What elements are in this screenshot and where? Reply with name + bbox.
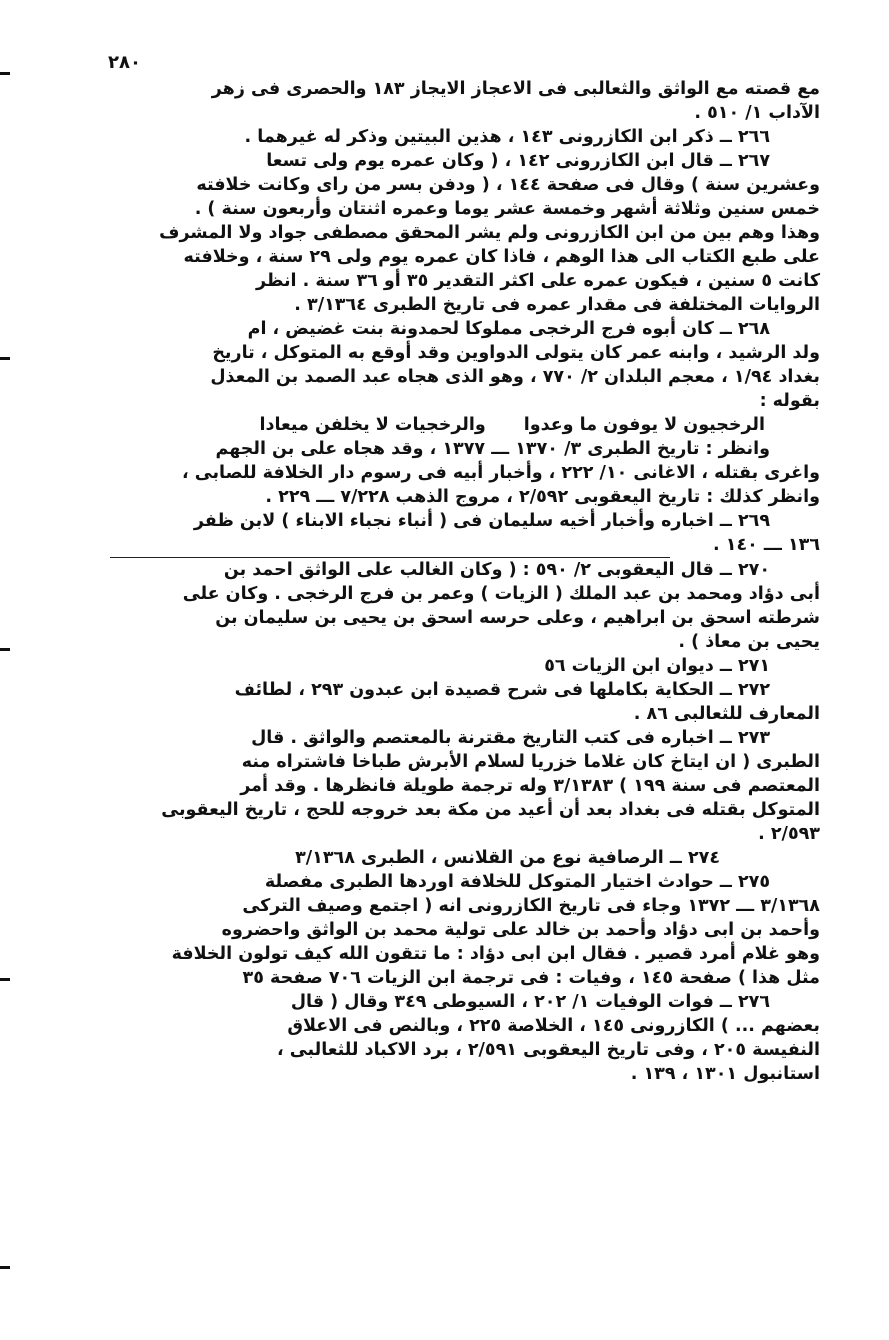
note-268: ٢٦٨ ــ كان أبوه فرج الرخجى مملوكا لحمدونة بنت غضيض ، ام bbox=[247, 319, 770, 339]
line: المعارف للثعالبى ٨٦ . bbox=[633, 704, 820, 724]
note-276: ٢٧٦ ــ فوات الوفيات ١/ ٢٠٢ ، السيوطى ٣٤٩ وقال ( قال bbox=[290, 992, 770, 1012]
margin-tick-4 bbox=[0, 978, 10, 981]
line: استانبول ١٣٠١ ، ١٣٩ . bbox=[630, 1064, 820, 1084]
line: المتوكل بقتله فى بغداد بعد أن أعيد من مكة بعد خروجه للحج ، تاريخ اليعقوبى bbox=[161, 800, 820, 820]
note-273: ٢٧٣ ــ اخباره فى كتب التاريخ مقترنة بالمعتصم والواثق . قال bbox=[251, 728, 770, 748]
line: مع قصته مع الواثق والثعالبى فى الاعجاز الايجاز ١٨٣ والحصرى فى زهر bbox=[211, 79, 820, 99]
note-274: ٢٧٤ ــ الرصافية نوع من القلانس ، الطبرى ٣/١٣٦٨ bbox=[295, 848, 720, 868]
line: وانظر كذلك : تاريخ اليعقوبى ٢/٥٩٢ ، مروج الذهب ٧/٢٢٨ ـــ ٢٢٩ . bbox=[265, 487, 820, 507]
line: على طبع الكتاب الى هذا الوهم ، فاذا كان عمره يوم ولى ٢٩ سنة ، وخلافته bbox=[183, 247, 820, 267]
note-272: ٢٧٢ ــ الحكاية بكاملها فى شرح قصيدة ابن عبدون ٢٩٣ ، لطائف bbox=[234, 680, 770, 700]
note-269: ٢٦٩ ــ اخباره وأخبار أخيه سليمان فى ( أنباء نجباء الابناء ) لابن ظفر bbox=[193, 511, 770, 531]
verse-first-half: الرخجيون لا يوفون ما وعدوا bbox=[523, 415, 765, 435]
verse bbox=[108, 413, 820, 437]
line: الطبرى ( ان ايتاخ كان غلاما خزريا لسلام الأبرش طباخا فاشتراه منه bbox=[241, 752, 820, 772]
line: خمس سنين وثلاثة أشهر وخمسة عشر يوما وعمره اثنتان وأربعون سنة ) . bbox=[194, 199, 820, 219]
notes-text bbox=[108, 77, 820, 1086]
line: واغرى بقتله ، الاغانى ١٠/ ٢٢٢ ، وأخبار أبيه فى رسوم دار الخلافة للصابى ، bbox=[182, 463, 820, 483]
line: ولد الرشيد ، وابنه عمر كان يتولى الدواوين وقد أوقع به المتوكل ، تاريخ bbox=[212, 343, 820, 363]
line: كانت ٥ سنين ، فيكون عمره على اكثر التقدير ٣٥ أو ٣٦ سنة . انظر bbox=[256, 271, 820, 291]
page-number: ٢٨٠ bbox=[108, 52, 141, 73]
margin-tick-3 bbox=[0, 648, 10, 651]
line: وهو غلام أمرد قصير . فقال ابن ابى دؤاد : ما تتقون الله كيف تولون الخلافة bbox=[171, 944, 820, 964]
line: أبى دؤاد ومحمد بن عبد الملك ( الزيات ) وعمر بن فرج الرخجى . وكان على bbox=[182, 584, 820, 604]
line: ٣/١٣٦٨ ـــ ١٣٧٢ وجاء فى تاريخ الكازرونى انه ( اجتمع وصيف التركى bbox=[242, 896, 820, 916]
line: بغداد ١/٩٤ ، معجم البلدان ٢/ ٧٧٠ ، وهو الذى هجاه عبد الصمد بن المعذل bbox=[210, 367, 820, 387]
verse-second-half: والرخجيات لا يخلفن ميعادا bbox=[259, 415, 486, 435]
line: المعتصم فى سنة ١٩٩ ) ٣/١٣٨٣ وله ترجمة طويلة فانظرها . وقد أمر bbox=[240, 776, 820, 796]
line: وهذا وهم بين من ابن الكازرونى ولم يشر المحقق مصطفى جواد ولا المشرف bbox=[159, 223, 820, 243]
line: الآداب ١/ ٥١٠ . bbox=[694, 103, 820, 123]
line: شرطته اسحق بن ابراهيم ، وعلى حرسه اسحق بن يحيى بن سليمان بن bbox=[215, 608, 820, 628]
margin-tick-1 bbox=[0, 72, 10, 75]
note-271: ٢٧١ ــ ديوان ابن الزيات ٥٦ bbox=[544, 656, 770, 676]
line: ٢/٥٩٣ . bbox=[758, 824, 820, 844]
note-267: ٢٦٧ ــ قال ابن الكازرونى ١٤٢ ، ( وكان عمره يوم ولى تسعا bbox=[266, 151, 770, 171]
note-270: ٢٧٠ ــ قال اليعقوبى ٢/ ٥٩٠ : ( وكان الغالب على الواثق احمد بن bbox=[223, 560, 770, 580]
line: ١٣٦ ـــ ١٤٠ . bbox=[713, 535, 820, 555]
margin-tick-5 bbox=[0, 1266, 10, 1269]
line: الروايات المختلفة فى مقدار عمره فى تاريخ الطبرى ٣/١٣٦٤ . bbox=[294, 295, 820, 315]
line: يحيى بن معاذ ) . bbox=[678, 632, 820, 652]
note-266: ٢٦٦ ــ ذكر ابن الكازرونى ١٤٣ ، هذين البيتين وذكر له غيرهما . bbox=[244, 127, 770, 147]
line: بعضهم ... ) الكازرونى ١٤٥ ، الخلاصة ٢٢٥ ، وبالنص فى الاعلاق bbox=[287, 1016, 820, 1036]
page bbox=[108, 52, 820, 1086]
line: بقوله : bbox=[759, 391, 820, 411]
line: وانظر : تاريخ الطبرى ٣/ ١٣٧٠ ـــ ١٣٧٧ ، وقد هجاه على بن الجهم bbox=[215, 439, 770, 459]
note-275: ٢٧٥ ــ حوادث اختيار المتوكل للخلافة اوردها الطبرى مفصلة bbox=[264, 872, 770, 892]
line: وأحمد بن ابى دؤاد وأحمد بن خالد على تولية محمد بن الواثق واحضروه bbox=[221, 920, 820, 940]
line: النفيسة ٢٠٥ ، وفى تاريخ اليعقوبى ٢/٥٩١ ، برد الاكباد للثعالبى ، bbox=[277, 1040, 820, 1060]
line: وعشرين سنة ) وقال فى صفحة ١٤٤ ، ( ودفن بسر من راى وكانت خلافته bbox=[196, 175, 820, 195]
line: مثل هذا ) صفحة ١٤٥ ، وفيات : فى ترجمة ابن الزيات ٧٠٦ صفحة ٣٥ bbox=[242, 968, 820, 988]
margin-tick-2 bbox=[0, 357, 10, 360]
